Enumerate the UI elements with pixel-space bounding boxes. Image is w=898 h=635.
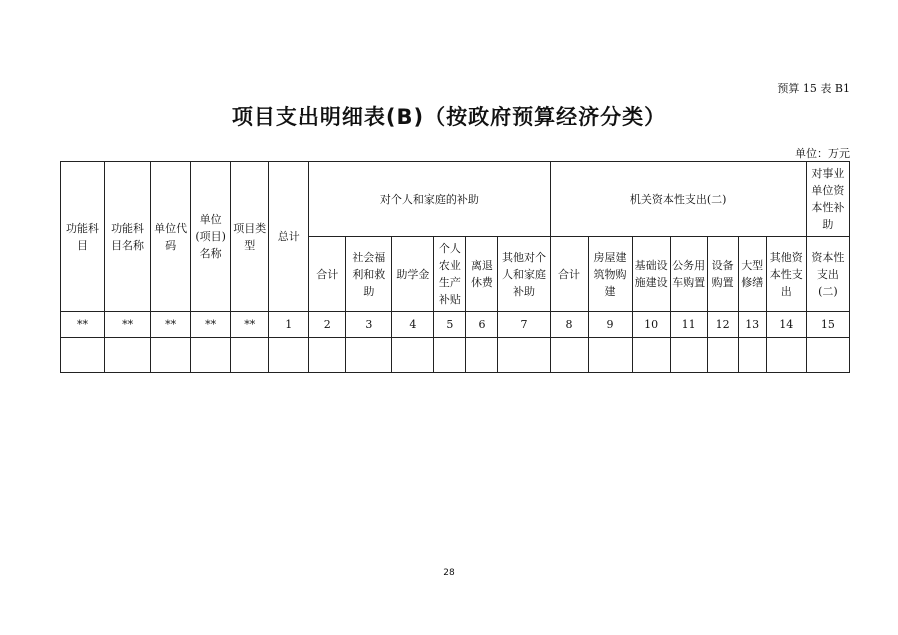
data-cell — [269, 338, 309, 373]
index-cell: 9 — [588, 312, 632, 338]
group-header-institution-capital: 对事业单位资本性补助 — [806, 162, 849, 237]
index-cell: 11 — [670, 312, 707, 338]
data-cell — [309, 338, 346, 373]
group-header-personal-subsidy: 对个人和家庭的补助 — [309, 162, 550, 237]
index-cell: ** — [191, 312, 231, 338]
header-row-1 — [61, 162, 850, 237]
header-cell: 总计 — [269, 162, 309, 312]
index-cell: 2 — [309, 312, 346, 338]
page-title: 项目支出明细表(B)（按政府预算经济分类） — [231, 105, 667, 129]
index-cell: 1 — [269, 312, 309, 338]
index-cell: 8 — [550, 312, 588, 338]
index-cell: ** — [231, 312, 269, 338]
data-cell — [632, 338, 670, 373]
expenditure-table — [60, 161, 850, 373]
index-cell: 6 — [466, 312, 498, 338]
index-cell: 7 — [498, 312, 550, 338]
index-cell: ** — [61, 312, 105, 338]
table-code: 预算 15 表 B1 — [777, 82, 850, 95]
sub-header-cell: 离退休费 — [466, 237, 498, 312]
empty-data-row — [61, 338, 850, 373]
index-cell: 12 — [707, 312, 738, 338]
data-cell — [498, 338, 550, 373]
data-cell — [105, 338, 151, 373]
header-cell: 功能科目 — [61, 162, 105, 312]
unit-label: 单位：万元 — [795, 147, 850, 160]
header-cell: 项目类型 — [231, 162, 269, 312]
sub-header-cell: 资本性支出(二) — [806, 237, 849, 312]
sub-header-cell: 公务用车购置 — [670, 237, 707, 312]
index-cell: 15 — [806, 312, 849, 338]
data-cell — [346, 338, 392, 373]
data-cell — [151, 338, 191, 373]
index-cell: 14 — [766, 312, 806, 338]
data-cell — [231, 338, 269, 373]
data-cell — [738, 338, 766, 373]
data-cell — [434, 338, 466, 373]
column-index-row — [61, 312, 850, 338]
index-cell: 5 — [434, 312, 466, 338]
index-cell: 3 — [346, 312, 392, 338]
sub-header-cell: 其他资本性支出 — [766, 237, 806, 312]
index-cell: ** — [151, 312, 191, 338]
sub-header-cell: 基础设施建设 — [632, 237, 670, 312]
index-cell: 13 — [738, 312, 766, 338]
header-cell: 功能科目名称 — [105, 162, 151, 312]
sub-header-cell: 其他对个人和家庭补助 — [498, 237, 550, 312]
page-number: 28 — [443, 568, 455, 578]
sub-header-cell: 社会福利和救助 — [346, 237, 392, 312]
sub-header-cell: 助学金 — [392, 237, 434, 312]
data-cell — [466, 338, 498, 373]
index-cell: 10 — [632, 312, 670, 338]
data-cell — [392, 338, 434, 373]
header-cell: 单位(项目)名称 — [191, 162, 231, 312]
data-cell — [806, 338, 849, 373]
sub-header-cell: 房屋建筑物购建 — [588, 237, 632, 312]
header-cell: 单位代码 — [151, 162, 191, 312]
data-cell — [707, 338, 738, 373]
group-header-capital-expenditure: 机关资本性支出(二) — [550, 162, 806, 237]
data-cell — [588, 338, 632, 373]
sub-header-cell: 个人农业生产补贴 — [434, 237, 466, 312]
data-cell — [550, 338, 588, 373]
sub-header-cell: 大型修缮 — [738, 237, 766, 312]
data-cell — [766, 338, 806, 373]
data-cell — [61, 338, 105, 373]
sub-header-cell: 合计 — [550, 237, 588, 312]
index-cell: ** — [105, 312, 151, 338]
index-cell: 4 — [392, 312, 434, 338]
data-cell — [191, 338, 231, 373]
sub-header-cell: 设备购置 — [707, 237, 738, 312]
data-cell — [670, 338, 707, 373]
sub-header-cell: 合计 — [309, 237, 346, 312]
